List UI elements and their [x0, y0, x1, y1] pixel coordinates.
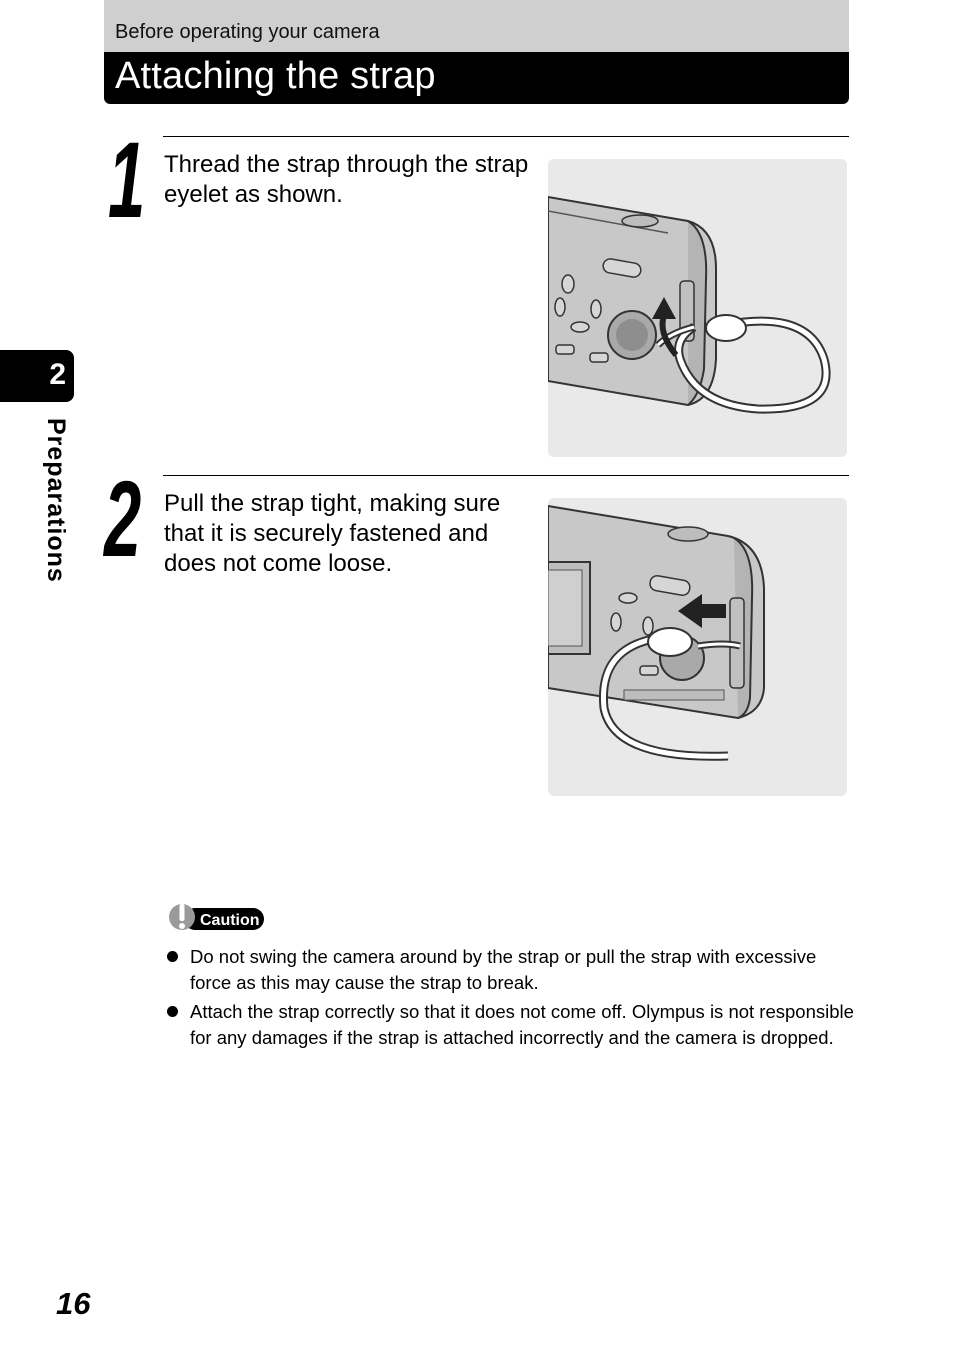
step-text: Pull the strap tight, making sure that it is securely fastened and does not come loose. [164, 490, 501, 577]
caution-text: Attach the strap correctly so that it does not come off. Olympus is not responsible for any damages if the strap is attached incorrectly and the camera is dropped. [190, 1001, 854, 1048]
section-title: Before operating your camera [115, 21, 380, 43]
caution-icon [168, 902, 266, 937]
page-number: 16 [56, 1286, 91, 1321]
list-item [166, 944, 856, 996]
caution-list [166, 944, 856, 1054]
step-2-illustration [548, 498, 847, 796]
chapter-tab [0, 350, 74, 402]
title-bar [104, 52, 849, 104]
chapter-number: 2 [49, 358, 66, 391]
page-title: Attaching the strap [115, 55, 436, 97]
bullet-icon [167, 951, 178, 962]
step-1-illustration [548, 159, 847, 457]
step-divider [163, 136, 849, 137]
step-text: Thread the strap through the strap eyelet as shown. [164, 151, 529, 208]
step-number: 2 [104, 458, 139, 579]
list-item [166, 999, 856, 1051]
bullet-icon [167, 1006, 178, 1017]
step-divider [163, 475, 849, 476]
page-header [104, 0, 849, 104]
caution-label: Caution [200, 912, 260, 929]
step-number: 1 [108, 119, 143, 240]
caution-text: Do not swing the camera around by the strap or pull the strap with excessive force as this may cause the strap to break. [190, 946, 817, 993]
chapter-label: Preparations [42, 418, 70, 583]
